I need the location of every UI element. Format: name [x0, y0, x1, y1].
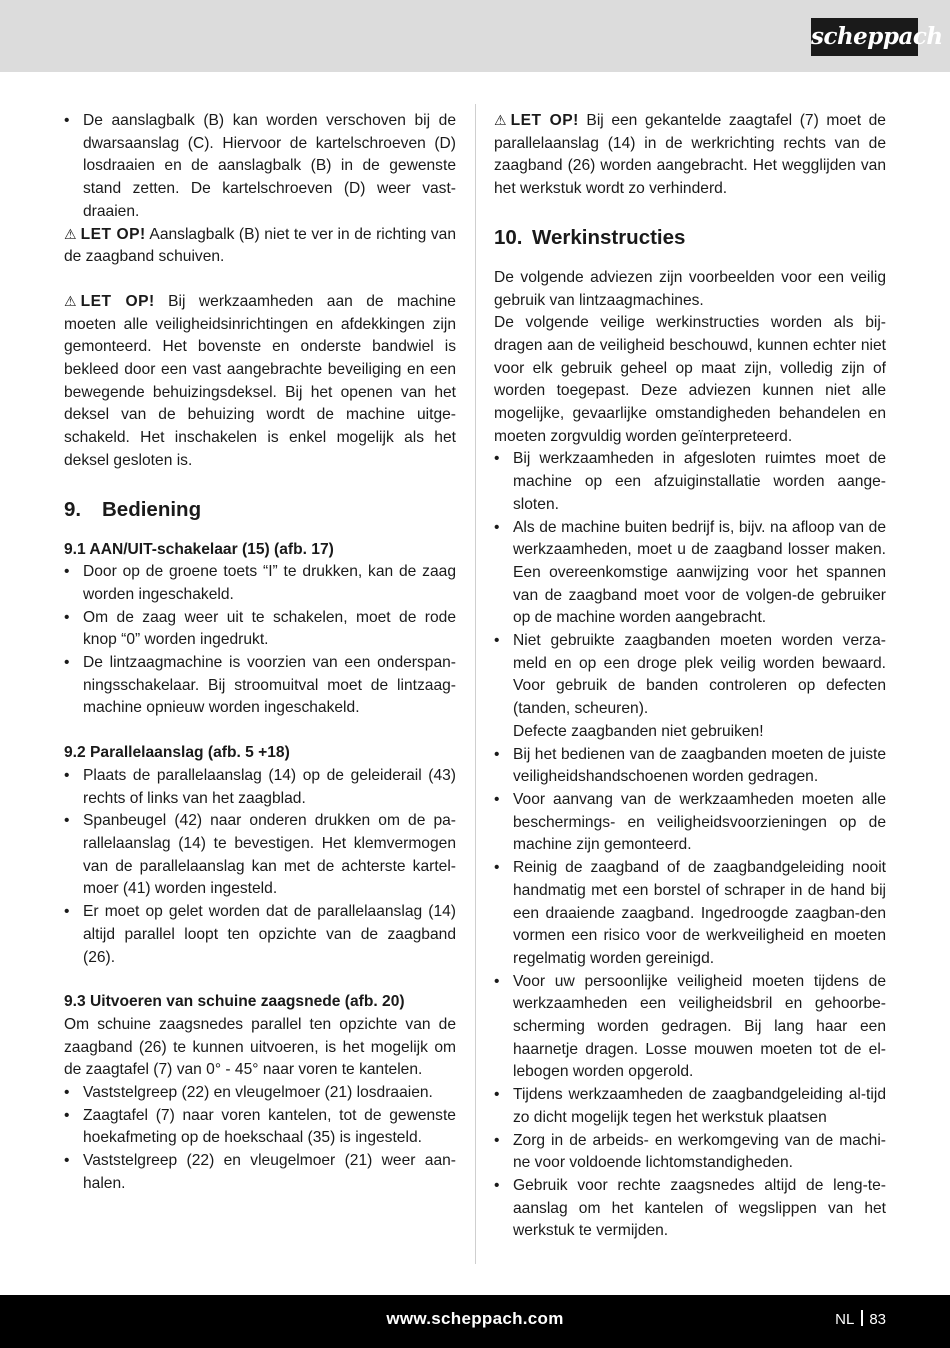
page-separator [861, 1310, 863, 1326]
page-number: 83 [869, 1311, 886, 1328]
section-number: 10. [494, 225, 523, 249]
section-heading [64, 495, 456, 525]
warning-note [494, 110, 886, 201]
intro-list [64, 110, 456, 224]
paragraph: Om schuine zaagsnedes parallel ten opzichte van de zaagband (26) te kunnen uitvoeren, is het mogelijk om de zaagtafel (7) van 0° - 45° naar voren te kantelen. [64, 1015, 456, 1079]
list-item: • Gebruik voor rechte zaagsnedes altijd de leng-te-aanslag om het kantelen of wegslippen van het werkstuk te vermijden. [494, 1175, 886, 1243]
list-item: • Vaststelgreep (22) en vleugelmoer (21) losdraaien. [64, 1082, 456, 1105]
warning-note [64, 224, 456, 269]
page-indicator [835, 1310, 886, 1328]
bullet-list [494, 448, 886, 1243]
list-item: • De lintzaagmachine is voorzien van een onderspan-ningsschakelaar. Bij stroomuitval moet de lintzaag-machine opnieuw worden ingeschakeld. [64, 652, 456, 720]
website-link[interactable]: www.scheppach.com [386, 1309, 564, 1328]
subsection-heading: 9.3 Uitvoeren van schuine zaagsnede (afb. 20) [64, 993, 405, 1011]
list-item: • Zorg in de arbeids- en werkomgeving van de machi-ne voor voldoende lichtomstandigheden. [494, 1130, 886, 1175]
warning-triangle-icon: ⚠ [494, 113, 507, 129]
paragraph: De volgende veilige werkinstructies worden als bij-dragen aan de veiligheid beschouwd, kunnen echter niet voor elk gebruik geheel op maat zijn, volledig zijn of worden toegepast. Deze adviezen kunnen niet alle mogelijke, gevaarlijke omstandigheden behandelen en moeten zorgvuldig worden geïnterpreteerd. [494, 314, 886, 445]
warning-text: Bij werkzaamheden aan de machine moeten alle veiligheidsinrichtingen en afdekkingen zijn gemonteerd. Het bovenste en onderste bandwiel is bekleed door een vast aangebrachte beveiliging en een bewegende behuizingsdeksel. Bij het openen van het deksel van de behuizing wordt de machine uitge-schakeld. Het inschakelen is enkel mogelijk als het deksel gesloten is. [64, 292, 456, 469]
list-item: • Door op de groene toets “I” te drukken, kan de zaag worden ingeschakeld. [64, 561, 456, 606]
right-column [494, 110, 886, 1243]
list-item: • Er moet op gelet worden dat de parallelaanslag (14) altijd parallel loopt ten opzichte van de zaagband (26). [64, 901, 456, 969]
list-item: • Reinig de zaagband of de zaagbandgeleiding nooit handmatig met een borstel of schraper in de hand bij een draaiende zaagband. Ingedroogde zaagban-den vormen een risico voor de werkveiligheid en moeten regelmatig worden gereinigd. [494, 857, 886, 971]
list-item: • Als de machine buiten bedrijf is, bijv. na afloop van de werkzaamheden, moet u de zaagband losser maken. Een overeenkomstige aanwijzing voor het spannen van de zaagband moet voor de volgen-de gebruiker op de machine worden aangebracht. [494, 517, 886, 631]
warning-note [64, 291, 456, 473]
bullet-list [64, 765, 456, 969]
warning-label: LET OP! [80, 225, 146, 243]
header-band [0, 0, 950, 72]
scheppach-logo: scheppach [811, 18, 918, 56]
list-item: • Bij het bedienen van de zaagbanden moeten de juiste veiligheidshandschoenen worden gedragen. [494, 744, 886, 789]
paragraph: De volgende adviezen zijn voorbeelden voor een veilig gebruik van lintzaagmachines. [494, 268, 886, 309]
warning-label: LET OP! [80, 292, 155, 310]
bullet-list [64, 561, 456, 720]
warning-triangle-icon: ⚠ [64, 226, 77, 243]
left-column [64, 110, 456, 1196]
warning-label: LET OP! [510, 112, 579, 129]
list-item: • De aanslagbalk (B) kan worden verschoven bij de dwarsaanslag (C). Hiervoor de kartelschroeven (D) losdraaien en de aanslagbalk (B) in de gewenste stand zetten. De kartelschroeven (D) weer vast-draaien. [64, 110, 456, 224]
list-item: • Vaststelgreep (22) en vleugelmoer (21) weer aan-halen. [64, 1150, 456, 1195]
warning-text: Bij een gekantelde zaagtafel (7) moet de parallelaanslag (14) in de werkrichting rechts van de zaagband (26) worden aangebracht. Het weggl﻿ijden van het werkstuk wordt zo verhinderd. [494, 112, 886, 198]
section-number: 9. [64, 497, 82, 521]
subsection-heading: 9.1 AAN/UIT-schakelaar (15) (afb. 17) [64, 540, 334, 558]
bullet-list [64, 1082, 456, 1196]
list-item: • Zaagtafel (7) naar voren kantelen, tot de gewenste hoekafmeting op de hoekschaal (35) is ingesteld. [64, 1105, 456, 1150]
list-item: • Spanbeugel (42) naar onderen drukken om de pa-rallelaanslag (14) te bevestigen. Het klemvermogen van de parallelaanslag kan met de achterste kartel-moer (41) worden ingesteld. [64, 810, 456, 901]
footer-bar [0, 1295, 950, 1348]
warning-triangle-icon: ⚠ [64, 293, 77, 310]
section-title: Bediening [102, 497, 202, 521]
list-item: • Niet gebruikte zaagbanden moeten worden verza-meld en op een droge plek veilig worden bewaard. Voor gebruik de banden controleren op defecten (tanden, scheuren). Defecte zaagbanden niet gebruiken! [494, 630, 886, 744]
language-code: NL [835, 1311, 855, 1328]
list-item: • Tijdens werkzaamheden de zaagbandgeleiding al-tijd zo dicht mogelijk tegen het werkstuk plaatsen [494, 1084, 886, 1129]
section-heading [494, 223, 886, 253]
subsection-heading: 9.2 Parallelaanslag (afb. 5 +18) [64, 744, 290, 762]
list-item: • Voor uw persoonlijke veiligheid moeten tijdens de werkzaamheden een veiligheidsbril en gehoorbe-scherming worden gedragen. Bij lang haar een haarnetje dragen. Losse mouwen moeten tot de el-lebogen worden opgerold. [494, 971, 886, 1085]
list-item: • Om de zaag weer uit te schakelen, moet de rode knop “0” worden ingedrukt. [64, 607, 456, 652]
list-item: • Voor aanvang van de werkzaamheden moeten alle beschermings- en veiligheidsvoorzieningen op de machine zijn gemonteerd. [494, 789, 886, 857]
section-title: Werkinstructies [532, 225, 686, 249]
column-divider [475, 104, 476, 1264]
list-item: • Plaats de parallelaanslag (14) op de geleiderail (43) rechts of links van het zaagblad. [64, 765, 456, 810]
list-item: • Bij werkzaamheden in afgesloten ruimtes moet de machine op een afzuiginstallatie worden aange-sloten. [494, 448, 886, 516]
warning-text: Aanslagbalk (B) niet te ver in de richting van de zaagband schuiven. [64, 225, 456, 266]
